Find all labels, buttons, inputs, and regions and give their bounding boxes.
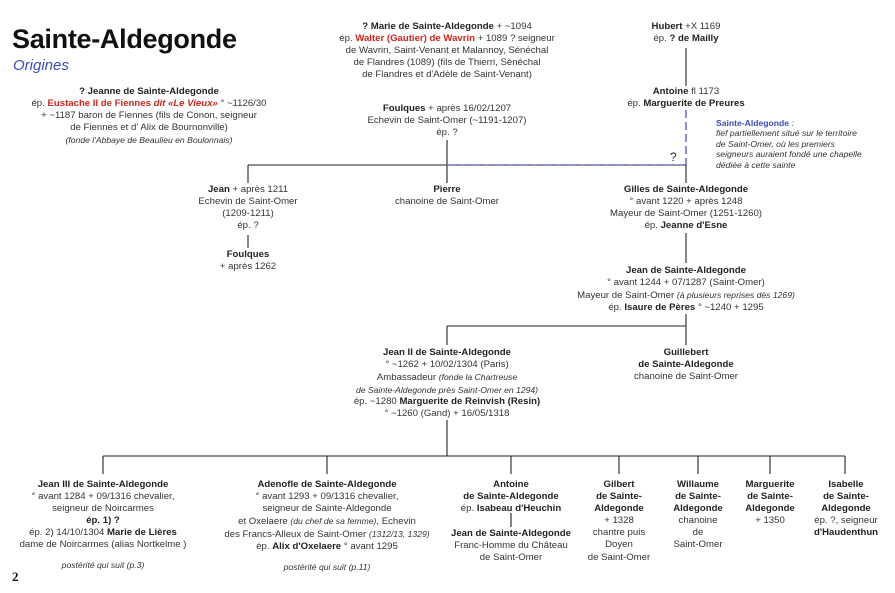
page-number: 2 — [12, 569, 19, 584]
person-antoine: Antoine de Sainte-Aldegonde ép. Isabeau d'Heuchin — [460, 479, 562, 515]
person-willaume: Willaume de Sainte- Aldegonde chanoine de Saint-Omer — [673, 479, 723, 551]
person-jean-ii: Jean II de Sainte-Aldegonde ° ~1262 + 10/02/1304 (Paris) Ambassadeur (fonde la Chartreuse de Sainte-Aldegonde près Saint-Omer en 1294) ép. ~1280 Marguerite de Reinvish (Resin) ° ~1260 (Gand) + 16/05/1318 — [353, 347, 541, 420]
page-subtitle: Origines — [13, 57, 69, 74]
person-gilles: Gilles de Sainte-Aldegonde ° avant 1220 + après 1248 Mayeur de Saint-Omer (1251-1260) ép. Jeanne d'Esne — [610, 184, 762, 232]
unknown-link-mark: ? — [670, 150, 677, 164]
person-isabelle: Isabelle de Sainte- Aldegonde ép. ?, seigneur d'Haudenthun — [813, 479, 879, 539]
person-marguerite: Marguerite de Sainte- Aldegonde + 1350 — [745, 479, 795, 527]
person-antoine-fl: Antoine fl 1173 ép. Marguerite de Preures — [627, 86, 745, 110]
person-gilbert: Gilbert de Sainte- Aldegonde + 1328 chantre puis Doyen de Saint-Omer — [587, 479, 651, 563]
person-adenofle: Adenofle de Sainte-Aldegonde ° avant 1293 + 09/1316 chevalier, seigneur de Sainte-Aldegonde et Oxelaere (du chef de sa femme), Echevin des Francs-Alleux de Saint-Omer (1312/13, 1329) ép. Alix d'Oxelaere ° avant 1295 postérité qui suit (p.11) — [224, 479, 430, 572]
person-jean-iii: Jean III de Sainte-Aldegonde ° avant 1284 + 09/1316 chevalier, seigneur de Noircarmes ép. 1) ? ép. 2) 14/10/1304 Marie de Lières dame de Noircarmes (alias Nortkelme ) postérité qui suit (p.3) — [19, 479, 187, 570]
person-foulques-2: Foulques + après 1262 — [219, 249, 277, 273]
person-jean: Jean + après 1211 Echevin de Saint-Omer (1209-1211) ép. ? — [198, 184, 298, 232]
sainte-aldegonde-note: Sainte-Aldegonde : fief partiellement situé sur le territoire de Saint-Omer, où les premiers seigneurs auraient fondé une chapelle dédiée à cette sainte — [716, 118, 862, 170]
page-title: Sainte-Aldegonde — [12, 24, 237, 54]
person-jean-sainte-aldegonde: Jean de Sainte-Aldegonde ° avant 1244 + 07/1287 (Saint-Omer) Mayeur de Saint-Omer (à plusieurs reprises dès 1269) ép. Isaure de Pères ° ~1240 + 1295 — [577, 265, 795, 314]
person-foulques: Foulques + après 16/02/1207 Echevin de Saint-Omer (~1191-1207) ép. ? — [367, 103, 527, 139]
person-hubert: Hubert +X 1169 ép. ? de Mailly — [651, 21, 721, 45]
person-guillebert: Guillebert de Sainte-Aldegonde chanoine de Saint-Omer — [634, 347, 738, 383]
person-jean-franc-homme: Jean de Sainte-Aldegonde Franc-Homme du Château de Saint-Omer — [451, 528, 571, 564]
person-jeanne: ? Jeanne de Sainte-Aldegonde ép. Eustache II de Fiennes dit «Le Vieux» ° ~1126/30 + ~1187 baron de Fiennes (fils de Conon, seigneur de Fiennes et d' Alix de Bournonville) (fonde l'Abbaye de Beaulieu en Boulonnais) — [31, 86, 267, 146]
person-pierre: Pierre chanoine de Saint-Omer — [395, 184, 499, 208]
person-marie: ? Marie de Sainte-Aldegonde + ~1094 ép. Walter (Gautier) de Wavrin + 1089 ? seigneur de Wavrin, Saint-Venant et Malannoy, Sénéchal de Flandres (1089) (fils de Thierri, Sénéchal de Flandres et d'Adèle de Saint-Venant) — [339, 21, 555, 81]
